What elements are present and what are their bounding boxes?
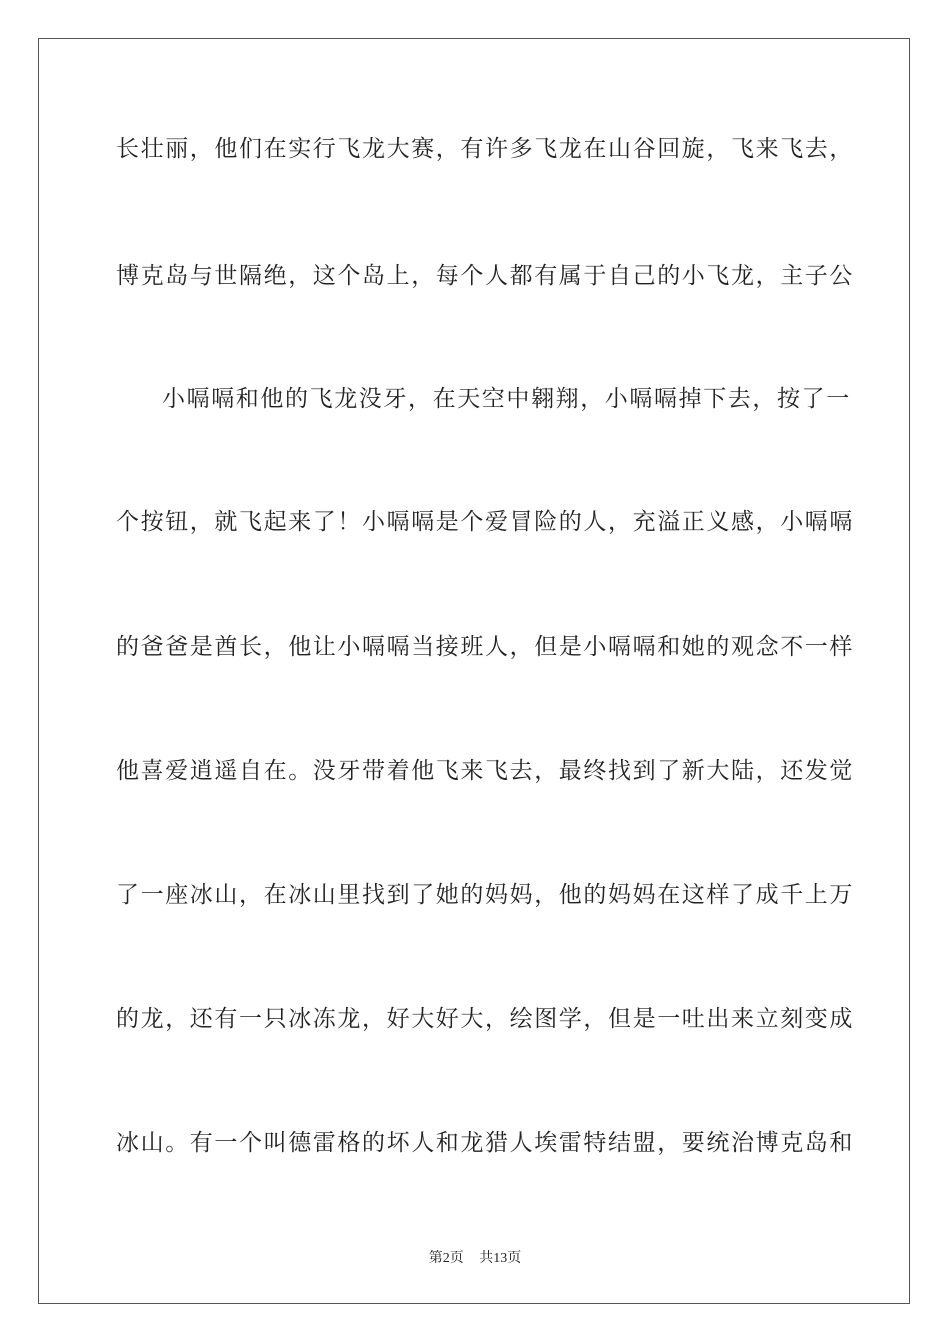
text-line-2: 博克岛与世隔绝，这个岛上，每个人都有属于自己的小飞龙，主子公 [116, 263, 854, 289]
text-line-4: 个按钮，就飞起来了！小嗝嗝是个爱冒险的人，充溢正义感，小嗝嗝 [116, 509, 854, 535]
text-line-7: 了一座冰山，在冰山里找到了她的妈妈，他的妈妈在这样了成千上万 [116, 882, 854, 908]
page-number: 第2页 [428, 1251, 464, 1266]
text-line-9: 冰山。有一个叫德雷格的坏人和龙猎人埃雷特结盟，要统治博克岛和 [116, 1130, 854, 1156]
text-line-6: 他喜爱逍遥自在。没牙带着他飞来飞去，最终找到了新大陆，还发觉 [116, 758, 854, 784]
page-frame [38, 38, 910, 1304]
text-line-1: 长壮丽，他们在实行飞龙大赛，有许多飞龙在山谷回旋，飞来飞去， [116, 136, 854, 162]
text-line-8: 的龙，还有一只冰冻龙，好大好大，绘图学，但是一吐出来立刻变成 [116, 1006, 854, 1032]
text-line-3: 小嗝嗝和他的飞龙没牙，在天空中翱翔，小嗝嗝掉下去，按了一 [162, 386, 851, 412]
text-line-5: 的爸爸是酋长，他让小嗝嗝当接班人，但是小嗝嗝和她的观念不一样 [116, 634, 854, 660]
page-footer [0, 1247, 950, 1267]
page-total: 共13页 [479, 1251, 522, 1266]
